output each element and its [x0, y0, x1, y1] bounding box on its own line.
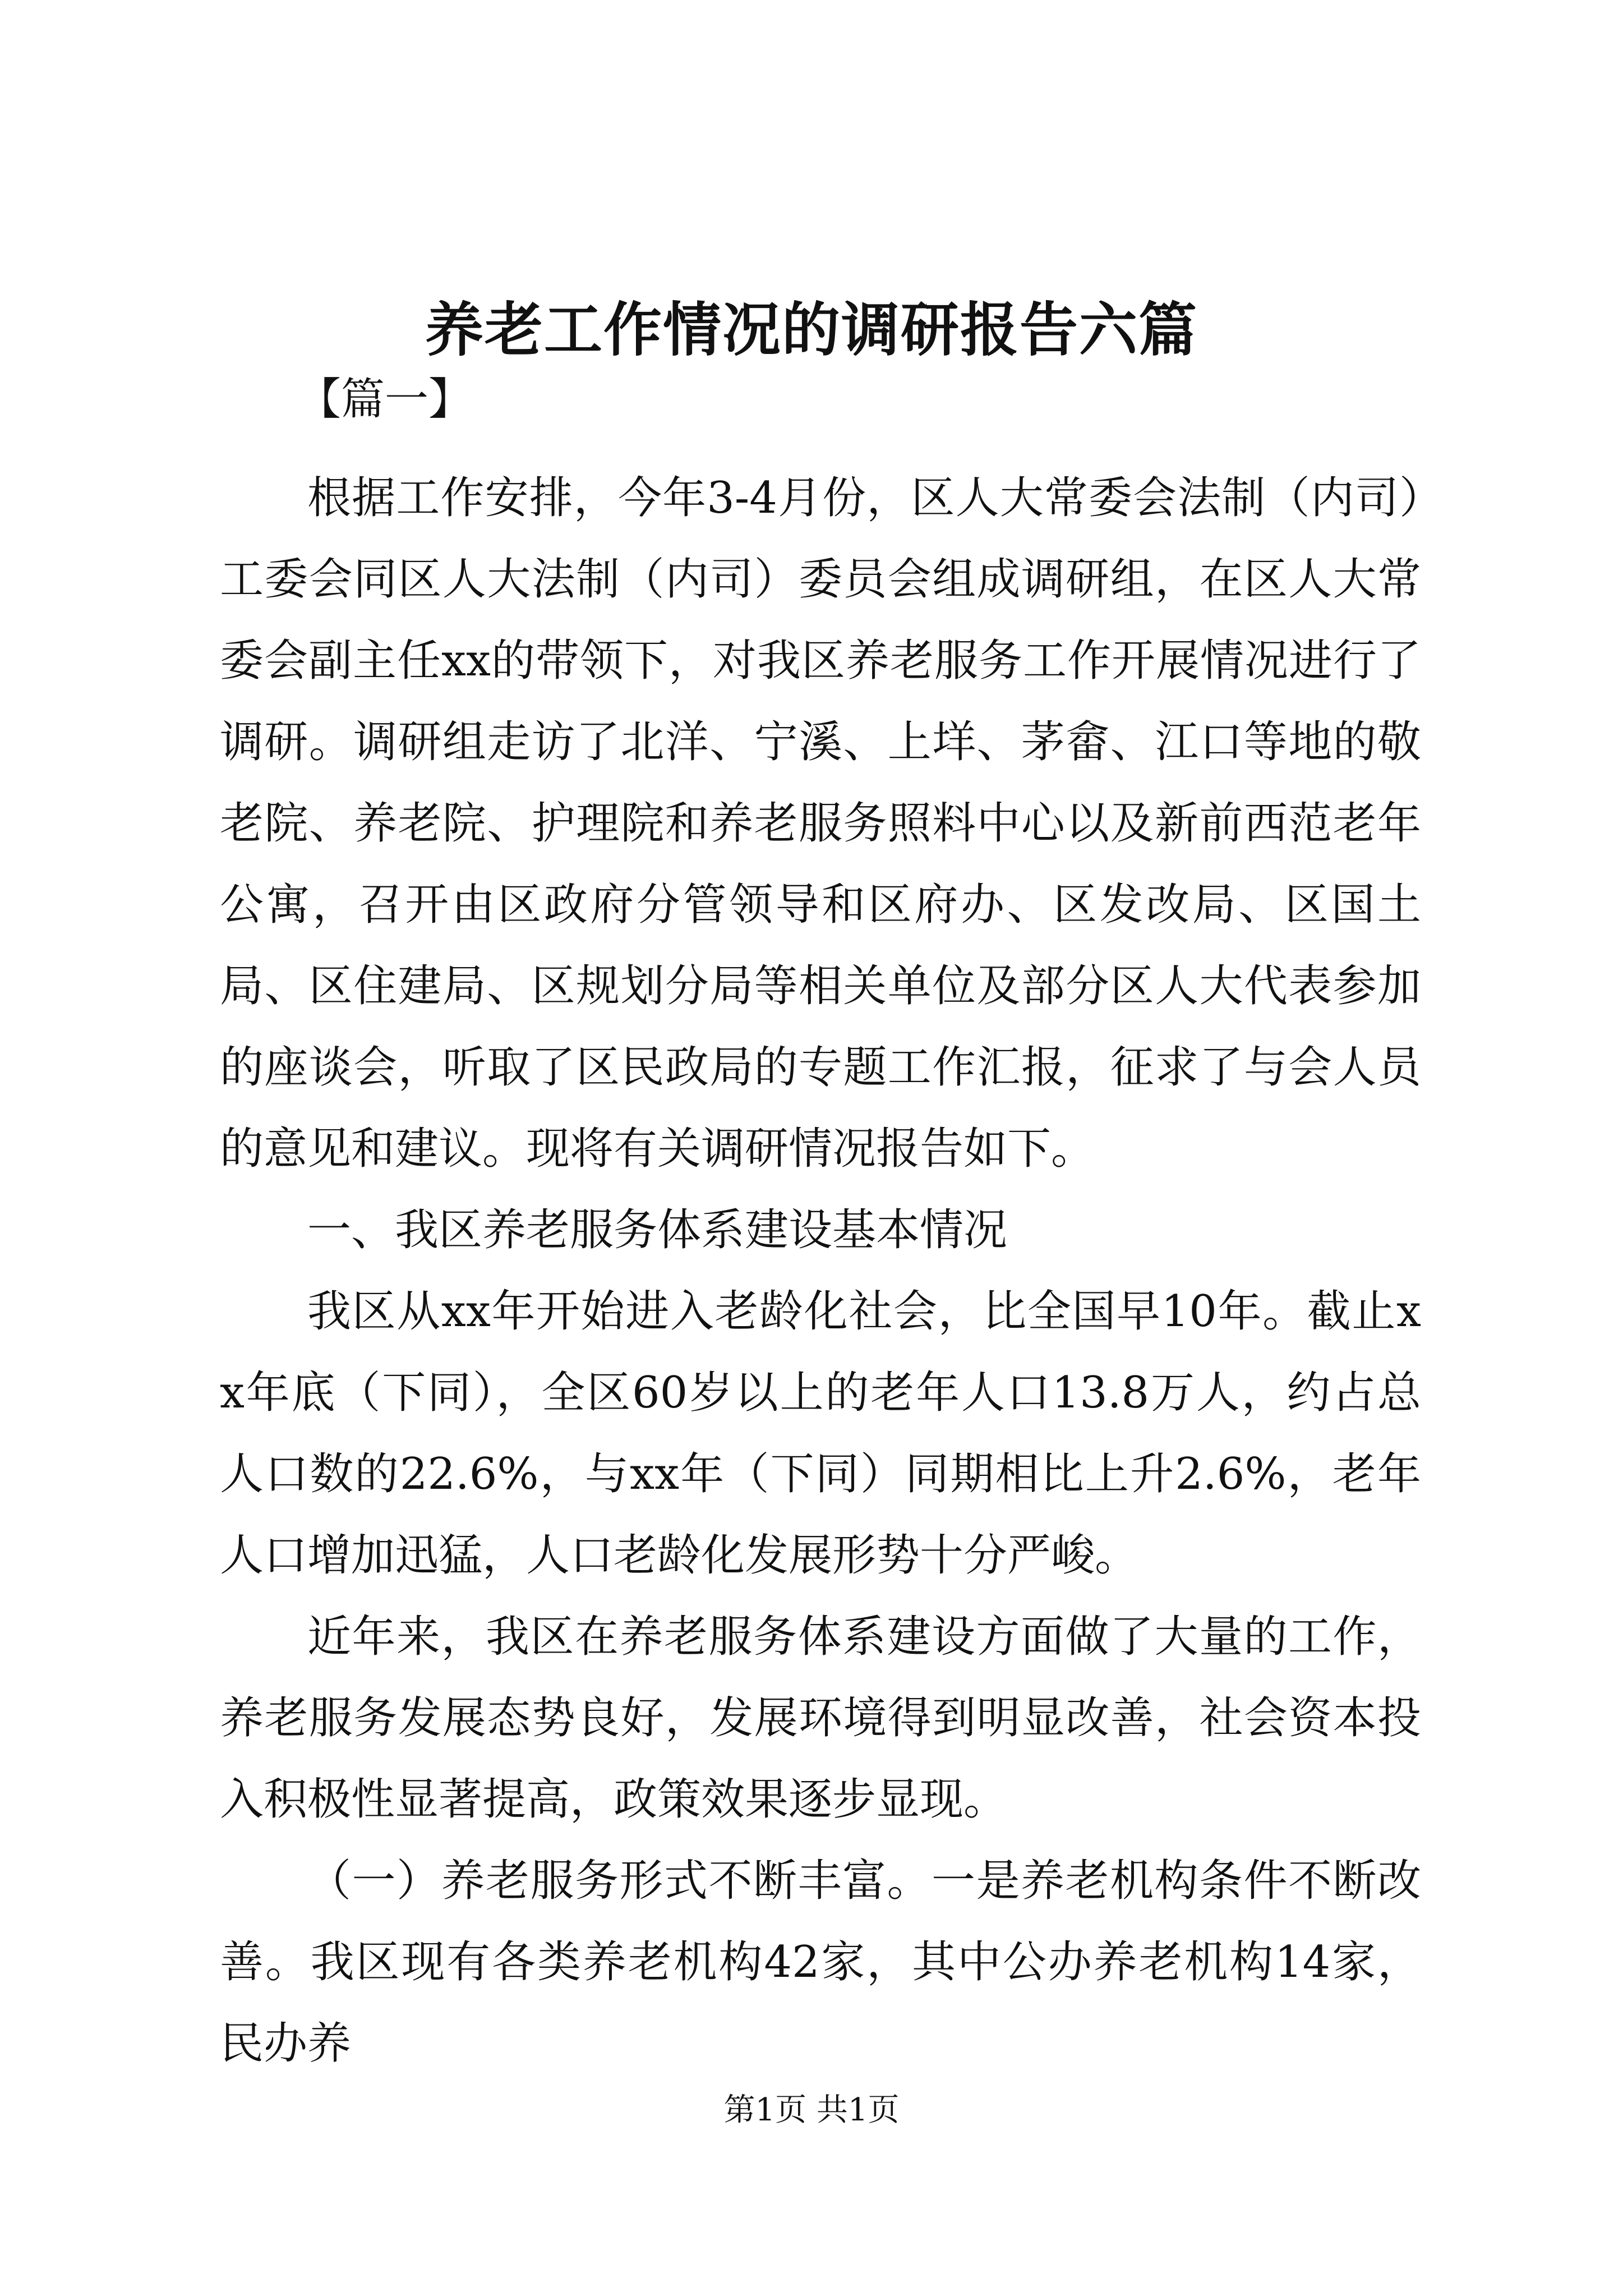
document-title: 养老工作情况的调研报告六篇 [425, 295, 1198, 364]
section-subheading: 一、我区养老服务体系建设基本情况 [307, 1205, 1008, 1255]
body-paragraph: 我区从xx年开始进入老龄化社会，比全国早10年。截止xx年底（下同），全区60岁以上的老年人口13.8万人，约占总人口数的22.6%，与xx年（下同）同期相比上升2.6%，老年人口增加迅猛，人口老龄化发展形势十分严峻。 [220, 1286, 1421, 1581]
body-paragraph: 近年来，我区在养老服务体系建设方面做了大量的工作，养老服务发展态势良好，发展环境得到明显改善，社会资本投入积极性显著提高，政策效果逐步显现。 [220, 1612, 1421, 1825]
body-paragraph: （一）养老服务形式不断丰富。一是养老机构条件不断改善。我区现有各类养老机构42家，其中公办养老机构14家，民办养 [220, 1856, 1421, 2069]
body-paragraph: 根据工作安排，今年3-4月份，区人大常委会法制（内司）工委会同区人大法制（内司）委员会组成调研组，在区人大常委会副主任xx的带领下，对我区养老服务工作开展情况进行了调研。调研组走访了北洋、宁溪、上垟、茅畲、江口等地的敬老院、养老院、护理院和养老服务照料中心以及新前西范老年公寓，召开由区政府分管领导和区府办、区发改局、区国土局、区住建局、区规划分局等相关单位及部分区人大代表参加的座谈会，听取了区民政局的专题工作汇报，征求了与会人员的意见和建议。现将有关调研情况报告如下。 [220, 473, 1421, 1174]
section-heading: 【篇一】 [297, 374, 473, 425]
document-body [220, 458, 1421, 2085]
page-footer: 第1页 共1页 [723, 2092, 900, 2128]
